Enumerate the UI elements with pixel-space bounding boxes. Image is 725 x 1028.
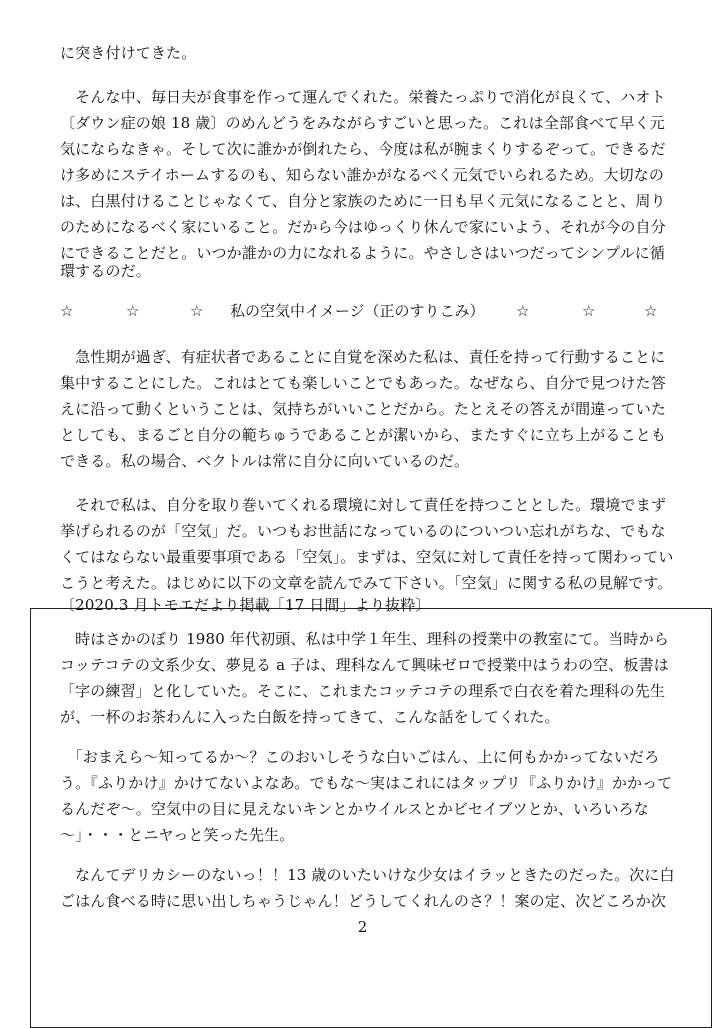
text-line: としても、まるごと自分の範ちゅうであることが潔いから、またすぐに立ち上がることも (60, 426, 667, 444)
star-icon: ☆ (126, 302, 140, 320)
text-line: ごはん食べる時に思い出しちゃうじゃん！どうしてくれんのさ？！案の定、次どころか次 (60, 892, 667, 910)
text-line: 時はさかのぼり 1980 年代初頭、私は中学１年生、理科の授業中の教室にて。当時から (60, 630, 669, 648)
star-icon: ☆ (190, 302, 204, 320)
star-icon: ☆ (582, 302, 596, 320)
text-line: う。『ふりかけ』かけてないよなあ。でもな～実はこれにはタップリ『ふりかけ』かかって (60, 774, 673, 792)
text-line: 「おまえら～知ってるか～？このおいしそうな白いごはん、上に何もかかってないだろ (60, 748, 660, 766)
text-line: 挙げられるのが「空気」だ。いつもお世話になっているのについつい忘れがちな、でもな (60, 522, 666, 540)
text-line: 気にならなきゃ。そして次に誰かが倒れたら、今度は私が腕まくりするぞって。できるだ (60, 140, 666, 158)
text-line: るんだぞ～。空気中の目に見えないキンとかウイルスとかビセイブツとか、いろいろな (60, 800, 649, 818)
page-number: 2 (357, 918, 368, 936)
text-line: け多めにステイホームするのも、知らない誰かがなるべく元気でいられるため。大切なの (60, 166, 665, 184)
text-line: えに沿って動くということは、気持ちがいいことだから。たとえその答えが間違っていた (60, 400, 667, 418)
text-line: にできることだと。いつか誰かの力になれるように。やさしさはいつだってシンプルに循 (60, 244, 666, 262)
text-line: 〔2020.3 月トモエだより掲載「17 日間」より抜粋〕 (60, 596, 431, 614)
text-line: に突き付けてきた。 (60, 44, 197, 62)
text-line: くてはならない最重要事項である「空気」。まずは、空気に対して責任を持って関わってい (60, 548, 674, 566)
text-line: ～」・・・とニヤっと笑った先生。 (60, 826, 295, 844)
text-line: 環するのだ。 (60, 262, 151, 280)
section-heading (60, 300, 685, 322)
star-icon: ☆ (60, 302, 74, 320)
text-line: できる。私の場合、ベクトルは常に自分に向いているのだ。 (60, 452, 470, 470)
text-line: 集中することにした。これはとても楽しいことでもあった。なぜなら、自分で見つけた答 (60, 374, 666, 392)
text-line: 〔ダウン症の娘 18 歳〕のめんどうをみながらすごいと思った。これは全部食べて早く元 (60, 114, 665, 132)
text-line: こうと考えた。はじめに以下の文章を読んでみて下さい。「空気」に関する私の見解です。 (60, 574, 673, 592)
text-line: 急性期が過ぎ、有症状者であることに自覚を深めた私は、責任を持って行動することに (60, 348, 666, 366)
star-icon: ☆ (644, 302, 658, 320)
text-line: なんてデリカシーのないっ！！13 歳のいたいけな少女はイラッときたのだった。次に白 (60, 866, 675, 884)
text-line: コッテコテの文系少女、夢見る a 子は、理科なんて興味ゼロで授業中はうわの空、板書は (60, 656, 669, 674)
text-line: そんな中、毎日夫が食事を作って運んでくれた。栄養たっぷりで消化が良くて、ハオト (60, 88, 666, 106)
star-icon: ☆ (516, 302, 530, 320)
text-line: のためになるべく家にいること。だから今はゆっくり休んで家にいよう、それが今の自分 (60, 218, 666, 236)
text-line: は、白黒付けることじゃなくて、自分と家族のために一日も早く元気になることと、周り (60, 192, 666, 210)
text-line: 「字の練習」と化していた。そこに、これまたコッテコテの理系で白衣を着た理科の先生 (60, 682, 666, 700)
text-line: それで私は、自分を取り巻いてくれる環境に対して責任を持つこととした。環境でまず (60, 496, 667, 514)
section-title: 私の空気中イメージ（正のすりこみ） (230, 302, 485, 320)
text-line: が、一杯のお茶わんに入った白飯を持ってきて、こんな話をしてくれた。 (60, 708, 560, 726)
